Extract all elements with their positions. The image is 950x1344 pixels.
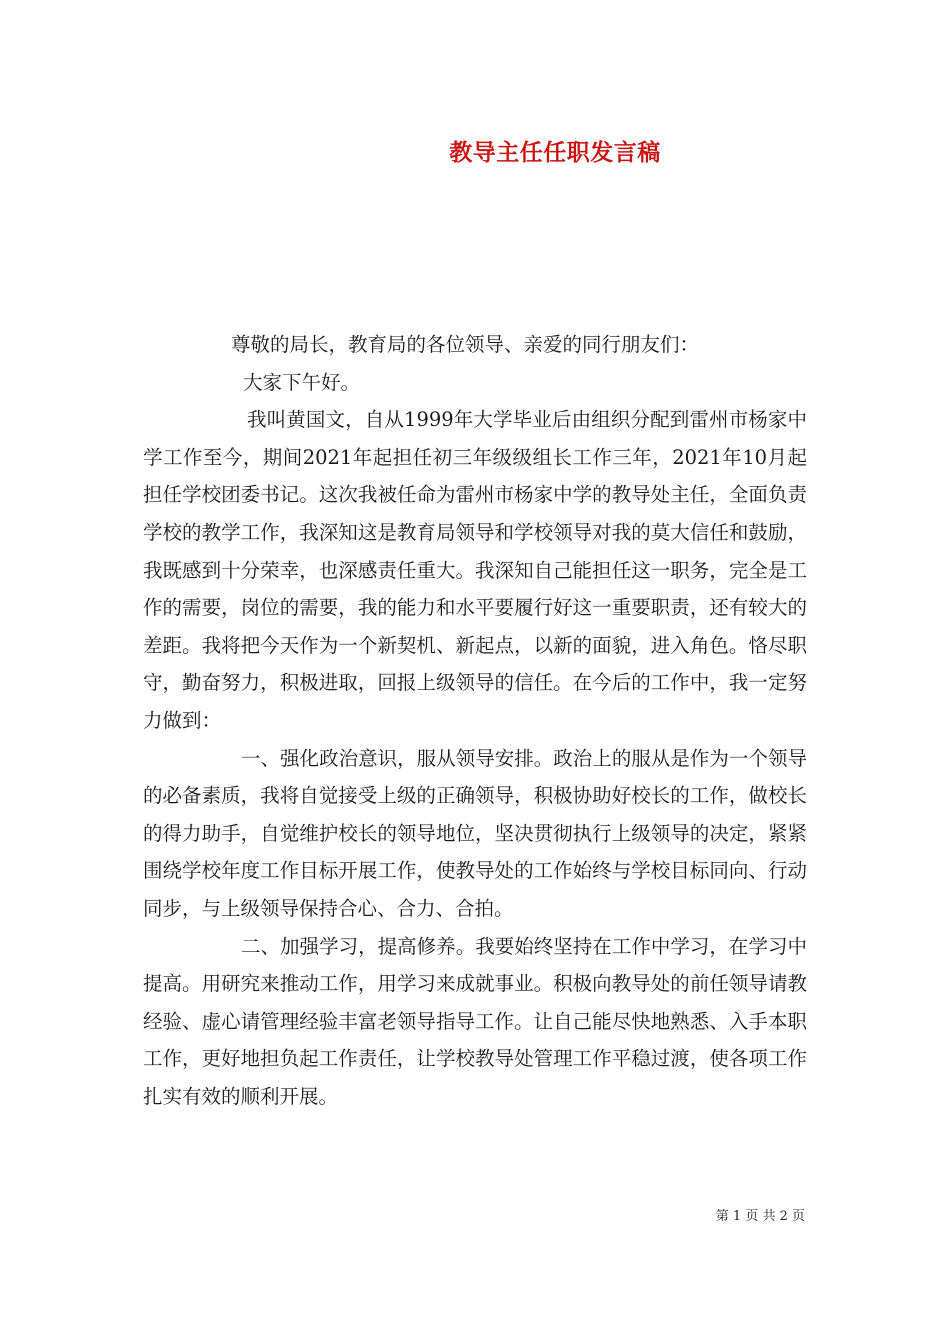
document-body [143,326,807,1115]
paragraph-point-one: 一、强化政治意识，服从领导安排。政治上的服从是作为一个领导的必备素质，我将自觉接受上级的正确领导，积极协助好校长的工作，做校长的得力助手，自觉维护校长的领导地位，坚决贯彻执行上级领导的决定，紧紧围绕学校年度工作目标开展工作，使教导处的工作始终与学校目标同向、行动同步，与上级领导保持合心、合力、合拍。 [143,746,807,920]
paragraph-point-two: 二、加强学习，提高修养。我要始终坚持在工作中学习，在学习中提高。用研究来推动工作，用学习来成就事业。积极向教导处的前任领导请教经验、虚心请管理经验丰富老领导指导工作。让自己能尽快地熟悉、入手本职工作，更好地担负起工作责任，让学校教导处管理工作平稳过渡，使各项工作扎实有效的顺利开展。 [143,934,807,1108]
document-title: 教导主任任职发言稿 [449,140,661,166]
greeting: 大家下午好。 [243,370,361,394]
salutation: 尊敬的局长，教育局的各位领导、亲爱的同行朋友们： [231,333,700,356]
page-number: 第 1 页 共 2 页 [715,1209,805,1224]
paragraph-introduction: 我叫黄国文，自从1999年大学毕业后由组织分配到雷州市杨家中学工作至今，期间2021年起担任初三年级级组长工作三年，2021年10月起担任学校团委书记。这次我被任命为雷州市杨家中学的教导处主任，全面负责学校的教学工作，我深知这是教育局领导和学校领导对我的莫大信任和鼓励，我既感到十分荣幸，也深感责任重大。我深知自己能担任这一职务，完全是工作的需要，岗位的需要，我的能力和水平要履行好这一重要职责，还有较大的差距。我将把今天作为一个新契机、新起点，以新的面貌，进入角色。恪尽职守，勤奋努力，积极进取，回报上级领导的信任。在今后的工作中，我一定努力做到： [143,408,807,732]
